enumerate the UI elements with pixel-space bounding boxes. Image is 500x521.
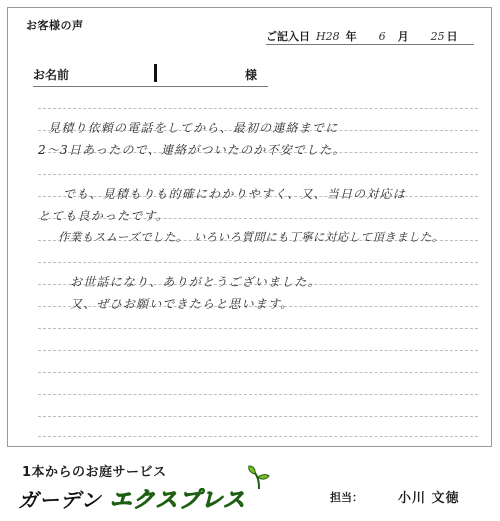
staff-name: 小川 文徳 — [398, 491, 460, 506]
ruled-line — [38, 416, 478, 417]
handwritten-line: でも、見積もりも的確にわかりやすく、又、当日の対応は — [63, 187, 406, 201]
customer-voice-card — [7, 7, 492, 447]
company-tagline: 1本からのお庭サービス — [22, 465, 167, 480]
date-day: 25 — [430, 30, 445, 43]
handwritten-line: とても良かったです。 — [38, 209, 170, 223]
date-month: 6 — [378, 30, 386, 43]
brand-name-garden: ガーデン — [18, 488, 102, 512]
name-suffix: 様 — [245, 68, 258, 82]
handwritten-line: お世話になり、ありがとうございました。 — [70, 275, 321, 289]
ruled-line — [38, 436, 478, 437]
ruled-line — [38, 372, 478, 373]
handwritten-line: 又、ぜひお願いできたらと思います。 — [70, 297, 294, 311]
ruled-lines — [38, 8, 478, 448]
ruled-line — [38, 328, 478, 329]
ruled-line — [38, 394, 478, 395]
date-label: ご記入日 — [266, 30, 310, 43]
handwritten-line: 作業もスムーズでした。 いろいろ質問にも丁寧に対応して頂きました。 — [58, 230, 444, 244]
ruled-line — [38, 262, 478, 263]
name-label: お名前 — [33, 68, 70, 82]
month-unit: 月 — [397, 30, 409, 43]
day-unit: 日 — [446, 30, 458, 43]
ruled-line — [38, 108, 478, 109]
staff-label: 担当： — [330, 491, 363, 504]
date-era: H28 — [316, 30, 340, 43]
handwritten-line: 2〜3日あったので、連絡がついたのか不安でした。 — [38, 143, 346, 157]
brand-name-express: エクスプレス — [109, 488, 246, 513]
handwritten-line: 見積り依頼の電話をしてから、最初の連絡までに — [48, 121, 339, 135]
card-title: お客様の声 — [26, 19, 84, 32]
company-logo — [18, 483, 250, 514]
ruled-line — [38, 174, 478, 175]
year-unit: 年 — [345, 30, 357, 43]
ruled-line — [38, 350, 478, 351]
sprout-icon — [246, 465, 272, 491]
company-footer — [0, 455, 500, 521]
